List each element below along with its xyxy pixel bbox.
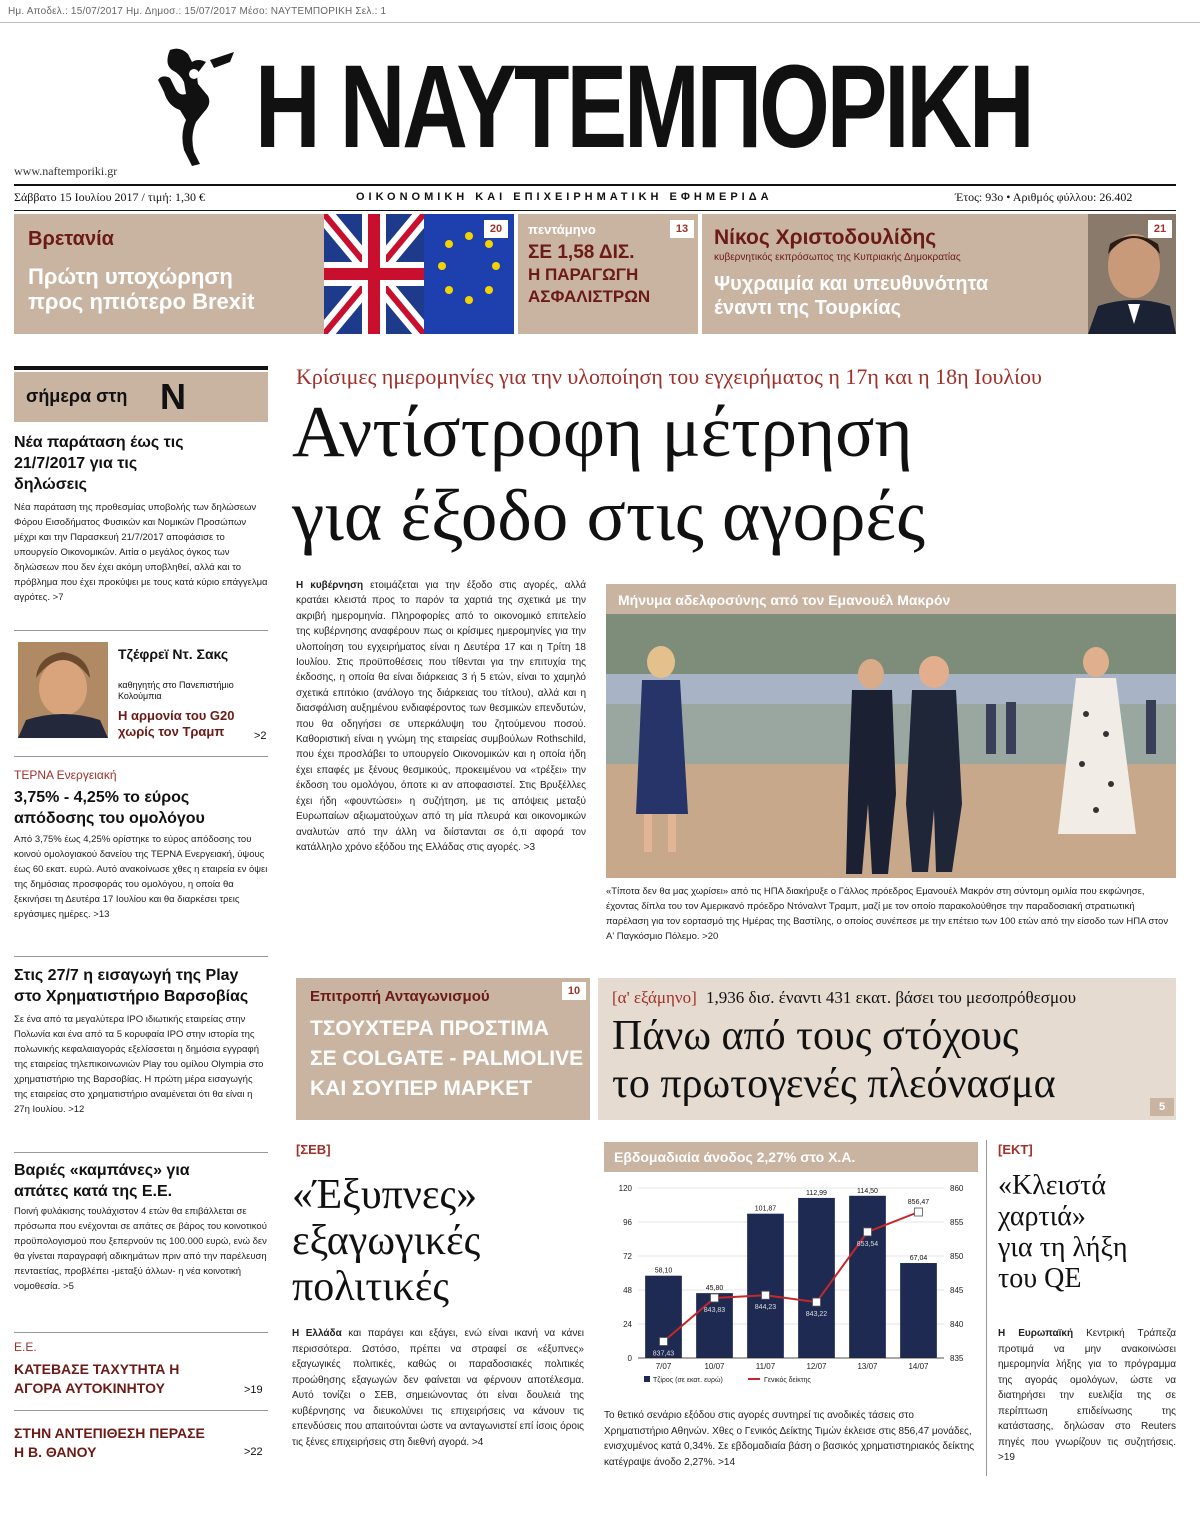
teaser-headline-line: ΣΕ 1,58 ΔΙΣ. (528, 242, 635, 263)
teaser-headline-line: ΚΑΙ ΣΟΥΠΕΡ ΜΑΡΚΕΤ (310, 1077, 533, 1100)
teaser-headline-line: Η ΠΑΡΑΓΩΓΗ (528, 265, 639, 284)
story-body-text: Κεντρική Τράπεζα προτιμά να μην ανακοινώσει ημερομηνία λήξης για το πρόγραμμα της αγοράς ομολόγων, ώστε να διατηρήσει την ευελιξία της σε περίπτωση επιδείνωσης της κατάστασης, δηλώσαν στο Reuters πηγές που γνωρίζουν τις συζητήσεις. >19 (998, 1328, 1176, 1463)
photo-caption: «Τίποτα δεν θα μας χωρίσει» από τις ΗΠΑ διακήρυξε ο Γάλλος πρόεδρος Εμανουέλ Μακρόν στη σύντομη ομιλία που εκφώνησε, έχοντας δίπλα του τον Αμερικανό πρόεδρο Ντόναλντ Τραμπ, μαζί με τον οποίο παρακολούθησε την παραδοσιακή στρατιωτική παρέλαση για τον εορτασμό της Ημέρας της Βαστίλης, ο οποίος συνέπεσε με την επέτειο των 100 ετών από την είσοδο των ΗΠΑ στον Α' Παγκόσμιο Πόλεμο. >20 (606, 886, 1169, 942)
lead-kicker: Κρίσιμες ημερομηνίες για την υλοποίηση του εγχειρήματος η 17η και η 18η Ιουλίου (296, 364, 1042, 389)
opinion-author: Τζέφρεϊ Ντ. Σακς (118, 646, 229, 662)
brief-body: Σε ένα από τα μεγαλύτερα IPO ιδιωτικής εταιρείας στην Πολωνία και ένα από τα 5 κορυφαία IPO στην ιστορία της πολωνικής κεφαλαιαγοράς εξελίσσεται η δημόσια εγγραφή της εταιρείας τηλεπικοινωνιών Play του ομίλου Olympia στο χρηματιστήριο της Βαρσοβίας. Η πρώτη μέρα εισαγωγής της εταιρείας στο χρηματιστήριο αναμένεται ότι θα είναι η 27η Ιουλίου. >12 (14, 1014, 264, 1115)
legend-label: Γενικός δείκτης (764, 1377, 811, 1384)
brief-divider (14, 1152, 268, 1153)
today-label: σήμερα στη (26, 386, 128, 406)
x-tick-label: 11/07 (755, 1362, 776, 1371)
page-ref-badge: 10 (562, 982, 586, 1000)
lead-body-lead: Η κυβέρνηση (296, 580, 364, 591)
story-headline-line[interactable]: χαρτιά» (998, 1201, 1086, 1232)
x-tick-label: 14/07 (908, 1362, 929, 1371)
story-headline-line[interactable]: «Έξυπνες» (292, 1172, 478, 1218)
section-tag: [ΕΚΤ] (998, 1142, 1033, 1157)
x-tick-label: 10/07 (704, 1362, 725, 1371)
story-headline-line[interactable]: του QE (998, 1263, 1082, 1294)
brief-headline[interactable]: Βαριές «καμπάνες» για απάτες κατά της Ε.Ε. (14, 1162, 190, 1200)
teaser-headline-line: έναντι της Τουρκίας (714, 297, 902, 319)
lead-body (296, 578, 586, 855)
masthead-tagline: ΟΙΚΟΝΟΜΙΚΗ ΚΑΙ ΕΠΙΧΕΙΡΗΜΑΤΙΚΗ ΕΦΗΜΕΡΙΔΑ (356, 191, 773, 203)
index-value-label: 856,47 (907, 1199, 930, 1207)
brief-body: Ποινή φυλάκισης τουλάχιστον 4 ετών θα επιβάλλεται σε πρόσωπα που ενέχονται σε απάτες σε βάρος του κοινοτικού προϋπολογισμού που ξεπερνούν τις 100.000 ευρώ, ενώ δεν θα γίνεται παραγραφή αδικημάτων πριν από την παρέλευση πενταετίας, προβλέπει -μεταξύ άλλων- η νέα κοινοτική νομοθεσία. >5 (14, 1206, 267, 1292)
teaser-christodoulides[interactable] (702, 214, 1176, 334)
brief-body: Νέα παράταση της προθεσμίας υποβολής των δηλώσεων Φόρου Εισοδήματος Φυσικών και Νομικών Προσώπων μέχρι και την Παρασκευή 21/7/2017 αποφάσισε το υπουργείο Οικονομικών. Αιτία ο μεγάλος όγκος των δηλώσεων που δεν έχει ακόμη υποβληθεί, αλλά και το πρόβλημα που έχει προκύψει με τους κατά κύριο επάγγελμα αγρότες. >7 (14, 502, 268, 603)
column-divider (986, 1140, 987, 1476)
chart-bar (798, 1198, 835, 1358)
page-ref[interactable]: >2 (254, 730, 267, 742)
y-left-tick-label: 120 (618, 1184, 632, 1193)
brief-divider (14, 756, 268, 757)
story-body-lead: Η Ελλάδα (292, 1328, 342, 1339)
index-point (660, 1337, 668, 1345)
sachs-portrait (18, 642, 108, 738)
teaser-headline-line: Ψυχραιμία και υπευθυνότητα (714, 273, 989, 295)
page-ref-badge: 20 (484, 220, 508, 238)
bar-value-label: 114,50 (857, 1187, 878, 1195)
brief-kicker: Ε.Ε. (14, 1340, 37, 1354)
brief-body: Από 3,75% έως 4,25% ορίστηκε το εύρος απόδοσης του κοινού ομολογιακού δανείου της ΤΕΡΝΑ Ενεργειακή, ύψους έως 60 εκατ. ευρώ. Αυτό ανακοίνωσε χθες η εταιρεία εν όψει της δημόσιας προσφοράς του ομολόγου, η οποία θα ξεκινήσει τη Δευτέρα 17 Ιουλίου και θα διαρκέσει τρεις εργάσιμες ημέρες. >13 (14, 834, 268, 920)
brief-headline[interactable]: ΣΤΗΝ ΑΝΤΕΠΙΘΕΣΗ ΠΕΡΑΣΕ Η Β. ΘΑΝΟΥ (14, 1425, 205, 1460)
today-logo-letter: Ν (160, 376, 186, 417)
today-rule (14, 366, 268, 370)
meta-divider (0, 22, 1200, 23)
lead-body-text: ετοιμάζεται για την έξοδο στις αγορές, αλλά κρατάει κλειστά προς το παρόν τα χαρτιά της σχετικά με την ακριβή ημερομηνία. Πληροφορίες από το οικονομικό επιτελείο της κυβέρνησης αναφέρουν πως οι κρίσιμες ημερομηνίες για την υλοποίηση του εγχειρήματος είναι η Δευτέρα 17 και η Τρίτη 18 Ιουλίου. Στις προϋποθέσεις που τίθενται για την επιτυχία της έκδοσης, η οποία θα είναι διάρκειας 3 ή 5 ετών, είναι το χαμηλό σχετικά επιτόκιο (ανάλογο της διάρκειας του τίτλου), αλλά και η διασφάλιση αυξημένου ενδιαφέροντος των θεσμικών επενδυτών, που θα οδηγήσει σε υπερκάλυψη του ζητούμενου ποσού. Καθοριστική είναι η γνώμη της εταιρείας συμβούλων Rothschild, που έχει προσλάβει το υπουργείο Οικονομικών και η οποία ήδη έχει επαφές με ξένους θεσμικούς, προκειμένου να «τρέξει» την έκδοση του ομολόγου, όποτε κι αν αποφασιστεί. Στις Βρυξέλλες έχει ήδη «φουντώσει» η συζήτηση, με τις απόψεις μεταξύ Ευρωπαίων αξιωματούχων από τη μία πλευρά και οικονομικών αναλυτών από την άλλη να διίστανται σε ό,τι αφορά τον κατάλληλο χρόνο εξόδου της Ελλάδας στις αγορές. >3 (296, 580, 586, 853)
section-tag: [ΣΕΒ] (296, 1142, 331, 1157)
story-body-lead: Η Ευρωπαϊκή (998, 1328, 1074, 1339)
budget-teaser[interactable] (598, 978, 1176, 1120)
teaser-kicker: 1,936 δισ. έναντι 431 εκατ. βάσει του μεσοπρόθεσμου (706, 988, 1077, 1007)
x-tick-label: 7/07 (655, 1362, 672, 1371)
teaser-headline-line: Πάνω από τους στόχους (612, 1013, 1019, 1059)
website-link[interactable]: www.naftemporiki.gr (14, 164, 118, 178)
index-value-label: 843,22 (805, 1311, 828, 1319)
chart-bar (747, 1214, 784, 1358)
brief-headline[interactable]: 3,75% - 4,25% το εύρος απόδοσης του ομολόγου (14, 789, 205, 827)
teaser-headline-line: το πρωτογενές πλεόνασμα (612, 1061, 1056, 1107)
index-point (915, 1208, 923, 1216)
chart-title: Εβδομαδιαία άνοδος 2,27% στο Χ.Α. (614, 1149, 856, 1165)
x-tick-label: 12/07 (806, 1362, 827, 1371)
issue-date-price: Σάββατο 15 Ιουλίου 2017 / τιμή: 1,30 € (14, 190, 205, 204)
teaser-brexit[interactable] (14, 214, 514, 334)
y-right-tick-label: 850 (950, 1252, 964, 1261)
y-left-tick-label: 72 (623, 1252, 632, 1261)
page-ref-badge: 21 (1148, 220, 1172, 238)
teaser-headline-line: Πρώτη υποχώρηση (28, 264, 233, 289)
y-right-tick-label: 840 (950, 1320, 964, 1329)
page-ref-badge: 5 (1150, 1098, 1174, 1116)
bar-value-label: 45,80 (705, 1285, 724, 1293)
page-ref[interactable]: >22 (244, 1446, 263, 1458)
y-left-tick-label: 96 (623, 1218, 632, 1227)
y-right-tick-label: 855 (950, 1218, 964, 1227)
chart-caption: Το θετικό σενάριο εξόδου στις αγορές συντηρεί τις ανοδικές τάσεις στο Χρηματιστήριο Αθηνών. Χθες ο Γενικός Δείκτης Τιμών έκλεισε στις 856,47 μονάδες, ενισχυμένος κατά 0,34%. Σε εβδομαδιαία βάση ο βασικός χρηματιστηριακός δείκτης κατέγραψε άνοδο 2,27%. >14 (604, 1410, 975, 1468)
macron-trump-photo[interactable] (606, 614, 1176, 878)
teaser-person-name: Νίκος Χριστοδουλίδης (714, 226, 937, 249)
story-body (998, 1326, 1176, 1466)
legend-swatch-bar (644, 1376, 650, 1382)
story-headline-line[interactable]: πολιτικές (292, 1264, 449, 1310)
teaser-kicker: Βρετανία (28, 228, 114, 250)
page-ref[interactable]: >19 (244, 1384, 263, 1396)
bar-value-label: 112,99 (806, 1189, 827, 1197)
masthead-rule-bottom (14, 210, 1176, 211)
legend-label: Τζίρος (σε εκατ. ευρώ) (653, 1377, 723, 1384)
teaser-person-role: κυβερνητικός εκπρόσωπος της Κυπριακής Δημοκρατίας (714, 252, 961, 263)
page-ref-badge: 13 (670, 220, 694, 238)
story-headline-line[interactable]: για τη λήξη (998, 1232, 1128, 1263)
index-value-label: 843,83 (703, 1306, 726, 1314)
brief-divider (14, 630, 268, 631)
lead-headline-line[interactable]: για έξοδο στις αγορές (292, 475, 926, 556)
chart-bar (900, 1263, 937, 1358)
index-value-label: 837,43 (652, 1350, 675, 1358)
teaser-kicker-tag: [α' εξάμηνο] (612, 988, 697, 1007)
index-point (762, 1291, 770, 1299)
teaser-kicker: πεντάμηνο (528, 222, 596, 237)
x-tick-label: 13/07 (857, 1362, 878, 1371)
y-right-tick-label: 845 (950, 1286, 964, 1295)
teaser-headline-line: ΤΣΟΥΧΤΕΡΑ ΠΡΟΣΤΙΜΑ (310, 1017, 549, 1040)
y-left-tick-label: 24 (623, 1320, 632, 1329)
brief-kicker: ΤΕΡΝΑ Ενεργειακή (14, 768, 117, 782)
bar-value-label: 58,10 (654, 1267, 673, 1275)
stock-market-chart (604, 1178, 978, 1398)
photo-title: Μήνυμα αδελφοσύνης από τον Εμανουέλ Μακρόν (618, 592, 951, 608)
masthead-rule (14, 184, 1176, 186)
index-value-label: 844,23 (754, 1304, 777, 1312)
story-headline-line[interactable]: εξαγωγικές (292, 1218, 481, 1264)
chart-bar (696, 1293, 733, 1358)
brief-headline[interactable]: Στις 27/7 η εισαγωγή της Play στο Χρηματιστήριο Βαρσοβίας (14, 967, 249, 1005)
story-body (292, 1326, 584, 1450)
story-headline-line[interactable]: «Κλειστά (998, 1170, 1107, 1201)
brief-divider (14, 1410, 268, 1411)
lead-headline-line[interactable]: Αντίστροφη μέτρηση (292, 391, 913, 472)
opinion-headline[interactable]: Η αρμονία του G20 χωρίς τον Τραμπ (118, 708, 235, 739)
clipping-meta: Ημ. Αποδελ.: 15/07/2017 Ημ. Δημοσ.: 15/07/2017 Μέσο: ΝΑΥΤΕΜΠΟΡΙΚΗ Σελ.: 1 (8, 6, 387, 17)
brief-headline[interactable]: ΚΑΤΕΒΑΣΕ ΤΑΧΥΤΗΤΑ Η ΑΓΟΡΑ ΑΥΤΟΚΙΝΗΤΟΥ (14, 1361, 180, 1396)
index-point (864, 1228, 872, 1236)
index-value-label: 853,54 (856, 1240, 879, 1248)
issue-number: Έτος: 93ο • Αριθμός φύλλου: 26.402 (955, 190, 1133, 204)
index-point (813, 1298, 821, 1306)
y-left-tick-label: 0 (627, 1354, 632, 1363)
bar-value-label: 67,04 (909, 1255, 928, 1263)
story-body-text: και παράγει και εξάγει, ενώ είναι ικανή να κάνει περισσότερα. Ωστόσο, πρέπει να στραφεί σε «έξυπνες» εξαγωγικές πολιτικές, καθώς οι παραδοσιακές πολιτικές προώθησης εξαγωγών δεν φαίνεται να φέρνουν αποτέλεσμα. Αυτό τονίζει ο ΣΕΒ, σημειώνοντας ότι είναι δουλειά της κυβέρνησης να διευκολύνει τις επιχειρήσεις να κάνουν τις επενδύσεις που απαιτούνται ώστε να ανταγωνιστεί επί ίσοις όροις τις ξένες επιχειρήσεις στη διεθνή αγορά. >4 (292, 1328, 585, 1448)
opinion-author-role: καθηγητής στο Πανεπιστήμιο Κολούμπια (118, 680, 234, 701)
brief-headline[interactable]: Νέα παράταση έως τις 21/7/2017 για τις δηλώσεις (14, 434, 184, 493)
index-point (711, 1294, 719, 1302)
bar-value-label: 101,87 (754, 1205, 777, 1213)
masthead-title: Η ΝΑΥΤΕΜΠΟΡΙΚΗ (255, 41, 1032, 173)
teaser-headline-line: ΑΣΦΑΛΙΣΤΡΩΝ (528, 287, 651, 306)
teaser-headline-line: ΣΕ COLGATE - PALMOLIVE (310, 1047, 584, 1070)
chart-bar (849, 1196, 886, 1358)
teaser-insurance[interactable] (518, 214, 698, 334)
brief-divider (14, 956, 268, 957)
brief-divider (14, 1332, 268, 1333)
teaser-kicker: Επιτροπή Ανταγωνισμού (310, 988, 490, 1005)
teaser-headline-line: προς ηπιότερο Brexit (28, 289, 255, 314)
y-right-tick-label: 835 (950, 1354, 964, 1363)
y-right-tick-label: 860 (950, 1184, 964, 1193)
y-left-tick-label: 48 (623, 1286, 632, 1295)
competition-teaser[interactable] (296, 978, 590, 1120)
hermes-logo (150, 40, 240, 170)
